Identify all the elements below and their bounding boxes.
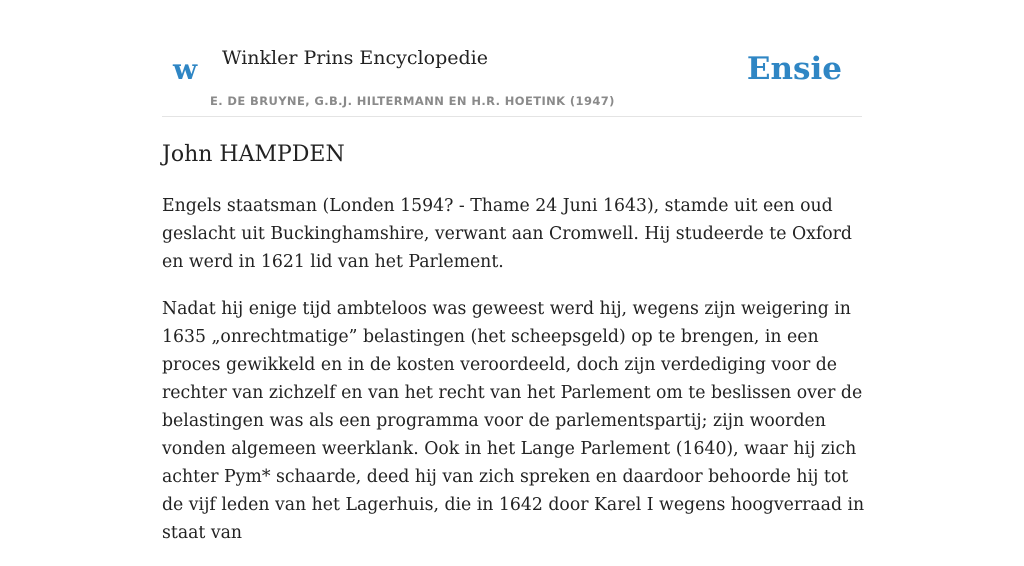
ensie-logo[interactable]: Ensie xyxy=(746,51,842,87)
article-paragraph: Engels staatsman (Londen 1594? - Thame 24 Juni 1643), stamde uit een oud geslacht uit Buckinghamshire, verwant aan Cromwell. Hij studeerde te Oxford en werd in 1621 lid van het Parlement. xyxy=(162,196,852,272)
article-paragraph: Nadat hij enige tijd ambteloos was geweest werd hij, wegens zijn weigering in 1635 „onrechtmatige” belastingen (het scheepsgeld) op te brengen, in een proces gewikkeld en in de kosten veroordeeld, doch zijn verdediging voor de rechter van zichzelf en van het recht van het Parlement om te beslissen over de belastingen was als een programma voor de parlementspartij; zijn woorden vonden algemeen weerklank. Ook in het Lange Parlement (1640), waar hij zich achter Pym* schaarde, deed hij van zich spreken en daardoor behoorde hij tot de vijf leden van het Lagerhuis, die in 1642 door Karel I wegens hoogverraad in staat van xyxy=(162,299,865,543)
winkler-prins-logo[interactable]: w xyxy=(173,53,198,86)
article-body xyxy=(162,192,870,566)
header xyxy=(162,0,862,117)
book-title[interactable]: Winkler Prins Encyclopedie xyxy=(222,47,488,69)
article-title: John HAMPDEN xyxy=(162,142,345,167)
book-authors: E. DE BRUYNE, G.B.J. HILTERMANN EN H.R. HOETINK (1947) xyxy=(210,94,615,108)
